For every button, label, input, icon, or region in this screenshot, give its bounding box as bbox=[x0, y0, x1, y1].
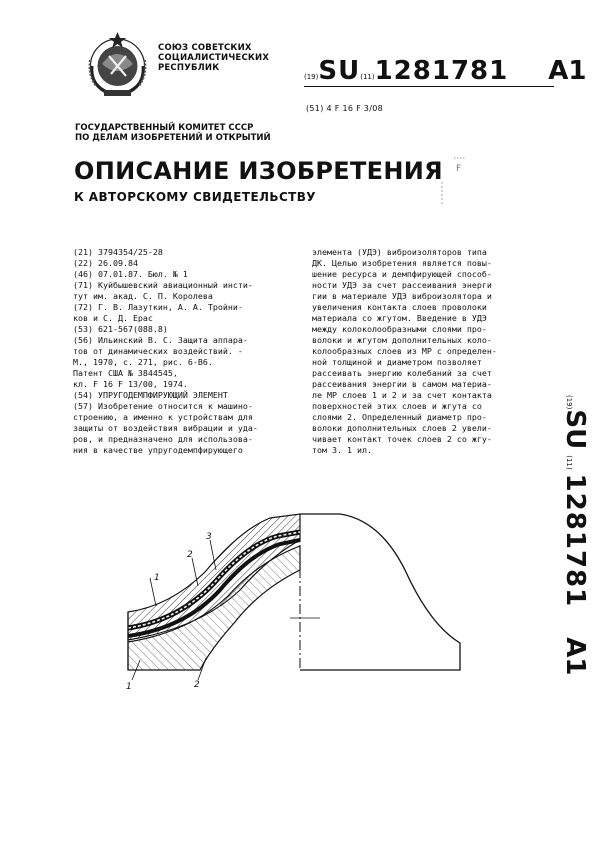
bell-outline-right bbox=[300, 514, 460, 670]
ussr-emblem bbox=[80, 26, 155, 101]
abstract-line: чивает контакт точек слоев 2 со жгу- bbox=[312, 434, 492, 444]
vertical-number-prefix: (11) bbox=[565, 455, 573, 470]
patent-number-header bbox=[304, 56, 586, 86]
biblio-line: (46) 07.01.87. Бюл. № 1 bbox=[73, 269, 188, 279]
committee-line-1: ГОСУДАРСТВЕННЫЙ КОМИТЕТ СССР bbox=[75, 123, 254, 133]
stamp-mark: F bbox=[456, 164, 462, 174]
biblio-line: тов от динамических воздействий. - bbox=[73, 346, 243, 356]
abstract-line: элемента (УДЭ) виброизоляторов типа bbox=[312, 247, 487, 257]
label-2-top: 2 bbox=[187, 550, 193, 560]
biblio-line: ния в качестве упругодемпфирующего bbox=[73, 445, 243, 455]
abstract-line: шение ресурса и демпфирующей способ- bbox=[312, 269, 492, 279]
bibliographic-data bbox=[73, 247, 296, 456]
abstract-line: том 3. 1 ил. bbox=[312, 445, 372, 455]
label-1-bottom: 1 bbox=[126, 682, 132, 692]
committee bbox=[75, 123, 271, 143]
vertical-country-prefix: (19) bbox=[565, 395, 573, 410]
biblio-line: (53) 621-567(088.8) bbox=[73, 324, 168, 334]
label-2-bottom: 2 bbox=[194, 680, 200, 690]
header-rule bbox=[304, 86, 554, 87]
vertical-patent-number bbox=[548, 395, 598, 685]
biblio-line: защиты от воздействия вибрации и уда- bbox=[73, 423, 258, 433]
issuing-state bbox=[158, 43, 269, 73]
abstract-line: увеличения контакта слоев проволоки bbox=[312, 302, 487, 312]
abstract-line: материала со жгутом. Введение в УДЭ bbox=[312, 313, 487, 323]
committee-line-2: ПО ДЕЛАМ ИЗОБРЕТЕНИЙ И ОТКРЫТИЙ bbox=[75, 133, 271, 143]
library-stamp bbox=[440, 152, 480, 212]
abstract-line: волоки и жгутом дополнительных коло- bbox=[312, 335, 492, 345]
patent-number: 1281781 bbox=[374, 56, 509, 86]
damping-element-section bbox=[110, 510, 470, 700]
abstract-line: между колоколообразными слоями про- bbox=[312, 324, 487, 334]
abstract-line: колообразных слоев из МР с определен- bbox=[312, 346, 497, 356]
biblio-line: (56) Ильинский В. С. Защита аппара- bbox=[73, 335, 248, 345]
biblio-line: ков и С. Д. Ерас bbox=[73, 313, 153, 323]
biblio-line: (57) Изобретение относится к машино- bbox=[73, 401, 253, 411]
abstract-line: гии в материале УДЭ виброизолятора и bbox=[312, 291, 492, 301]
abstract-continued bbox=[312, 247, 542, 456]
vertical-country-code: SU bbox=[560, 409, 590, 450]
country-code: SU bbox=[318, 56, 361, 86]
abstract-line: ДК. Целью изобретения является повы- bbox=[312, 258, 492, 268]
biblio-line: М., 1970, с. 271, рис. 6-В6. bbox=[73, 357, 213, 367]
abstract-line: волоки дополнительных слоев 2 увели- bbox=[312, 423, 492, 433]
abstract-line: поверхностей этих слоев и жгута со bbox=[312, 401, 482, 411]
biblio-line: (54) УПРУГОДЕМПФИРУЮЩИЙ ЭЛЕМЕНТ bbox=[73, 390, 228, 400]
biblio-line: ров, и предназначено для использова- bbox=[73, 434, 253, 444]
council-line-2: СОЦИАЛИСТИЧЕСКИХ bbox=[158, 53, 270, 63]
abstract-line: рассеивания энергии в самом материа- bbox=[312, 379, 492, 389]
ipc-classification: (51) 4 F 16 F 3/08 bbox=[306, 104, 383, 113]
biblio-line: (21) 3794354/25-28 bbox=[73, 247, 163, 257]
biblio-line: (72) Г. В. Лазуткин, А. А. Тройни- bbox=[73, 302, 243, 312]
abstract-line: ле МР слоев 1 и 2 и за счет контакта bbox=[312, 390, 492, 400]
abstract-line: слоями 2. Определенный диаметр про- bbox=[312, 412, 487, 422]
emblem-graphic bbox=[80, 26, 155, 101]
kind-code: A1 bbox=[548, 56, 587, 86]
abstract-line: ности УДЭ за счет рассеивания энерги bbox=[312, 280, 492, 290]
abstract-line: рассеивать энергию колебаний за счет bbox=[312, 368, 492, 378]
label-3-top: 3 bbox=[206, 532, 212, 542]
vertical-patent-digits: 1281781 bbox=[560, 473, 590, 608]
technical-drawing bbox=[110, 510, 470, 700]
council-line-1: СОЮЗ СОВЕТСКИХ bbox=[158, 43, 252, 53]
biblio-line: (22) 26.09.84 bbox=[73, 258, 138, 268]
country-prefix: (19) bbox=[304, 73, 319, 81]
document-title: ОПИСАНИЕ ИЗОБРЕТЕНИЯ bbox=[74, 157, 443, 185]
vertical-kind-code: A1 bbox=[560, 637, 590, 676]
biblio-line: Патент США № 3844545, bbox=[73, 368, 178, 378]
biblio-line: тут им. акад. С. П. Королева bbox=[73, 291, 213, 301]
biblio-line: кл. F 16 F 13/00, 1974. bbox=[73, 379, 188, 389]
document-subtitle: К АВТОРСКОМУ СВИДЕТЕЛЬСТВУ bbox=[74, 190, 316, 204]
label-1-top: 1 bbox=[154, 573, 160, 583]
council-line-3: РЕСПУБЛИК bbox=[158, 63, 220, 73]
biblio-line: (71) Куйбышевский авиационный инсти- bbox=[73, 280, 253, 290]
number-prefix: (11) bbox=[360, 73, 375, 81]
biblio-line: строению, а именно к устройствам для bbox=[73, 412, 253, 422]
abstract-line: ной толщиной и диаметром позволяет bbox=[312, 357, 482, 367]
